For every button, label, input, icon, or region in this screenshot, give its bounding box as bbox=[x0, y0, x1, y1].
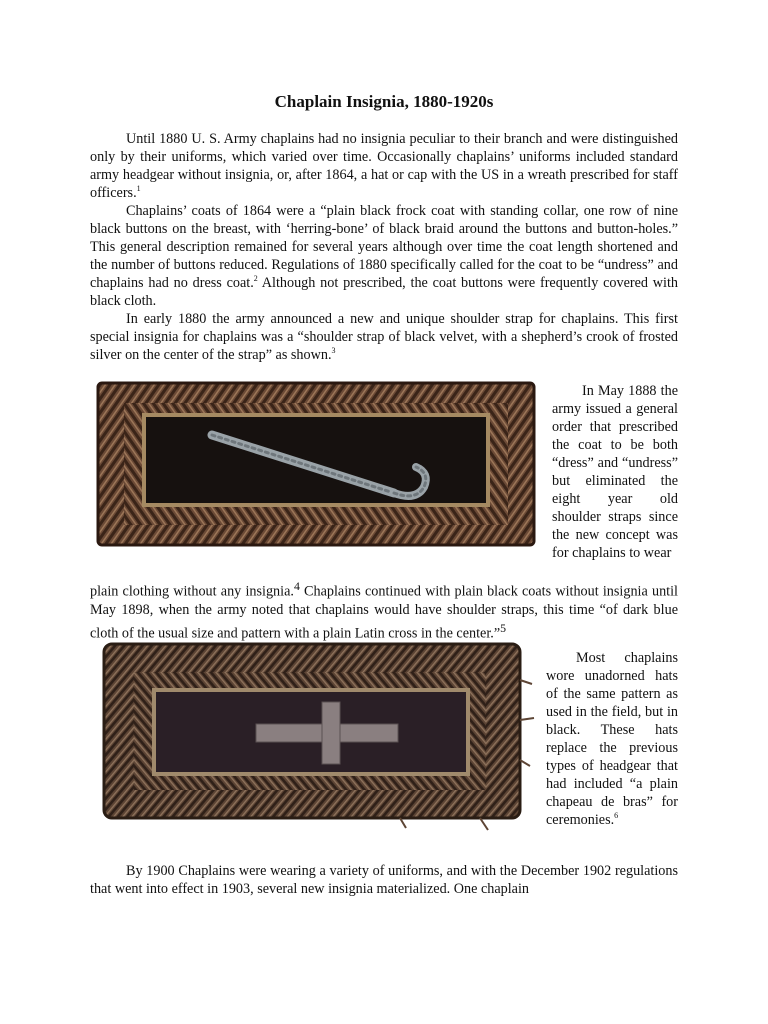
side-text-hats: Most chaplains wore unadorned hats of the same pattern as used in the field, but in black. These hats replace the previous types of headgear that had included “a plain chapeau de bras” for ceremonies.$^6$ bbox=[546, 650, 678, 828]
page-title: Chaplain Insignia, 1880-1920s bbox=[274, 92, 494, 111]
strap-1880-velvet bbox=[146, 417, 486, 503]
shoulder-strap-1880-image bbox=[94, 377, 539, 552]
paragraph-1: Until 1880 U. S. Army chaplains had no insignia peculiar to their branch and were distinguished only by their uniforms, which varied over time. Occasionally chaplains’ uniforms included standard army headgear without insignia, or, after 1864, a hat or cap with the US in a wreath prescribed for staff officers.$^1$ bbox=[90, 131, 678, 201]
footnote-ref-1[interactable]: 1 bbox=[136, 184, 141, 193]
shoulder-strap-1898-image bbox=[100, 640, 536, 832]
footnote-ref-3[interactable]: 3 bbox=[331, 346, 336, 355]
paragraph-3: In early 1880 the army announced a new and unique shoulder strap for chaplains. This first special insignia for chaplains was a “shoulder strap of black velvet, with a shepherd’s crook of frosted silver on the center of the strap” as shown.$^3$ bbox=[90, 311, 678, 363]
footnote-ref-6[interactable]: 6 bbox=[614, 811, 619, 820]
paragraph-final: By 1900 Chaplains were wearing a variety of uniforms, and with the December 1902 regulations that went into effect in 1903, several new insignia materialized. One chaplain bbox=[90, 863, 678, 897]
footnote-ref-2[interactable]: 2 bbox=[253, 274, 258, 283]
side-text-1888: In May 1888 the army issued a general order that prescribed the coat to be both “dress” and “undress” but eliminated the eight year old shoulder straps since the new concept was for chaplains to wear bbox=[552, 383, 678, 561]
footnote-ref-5[interactable]: 5 bbox=[500, 620, 507, 635]
paragraph-4-wrap: plain clothing without any insignia.$^4$ Chaplains continued with plain black coats without insignia until May 1898, when the army noted that chaplains would have shoulder straps, this time “of dark blue cloth of the usual size and pattern with a plain Latin cross in the center.”$^5$ bbox=[90, 579, 678, 642]
paragraph-2: Chaplains’ coats of 1864 were a “plain black frock coat with standing collar, one row of nine black buttons on the breast, with ‘herring-bone’ of black braid around the buttons and button-holes.” This general description remained for several years although over time the coat length shortened and the number of buttons reduced. Regulations of 1880 specifically called for the coat to be “undress” and chaplains had no dress coat.$^2$ Although not prescribed, the coat buttons were frequently covered with black cloth. bbox=[90, 203, 678, 309]
footnote-ref-4[interactable]: 4 bbox=[293, 579, 300, 593]
